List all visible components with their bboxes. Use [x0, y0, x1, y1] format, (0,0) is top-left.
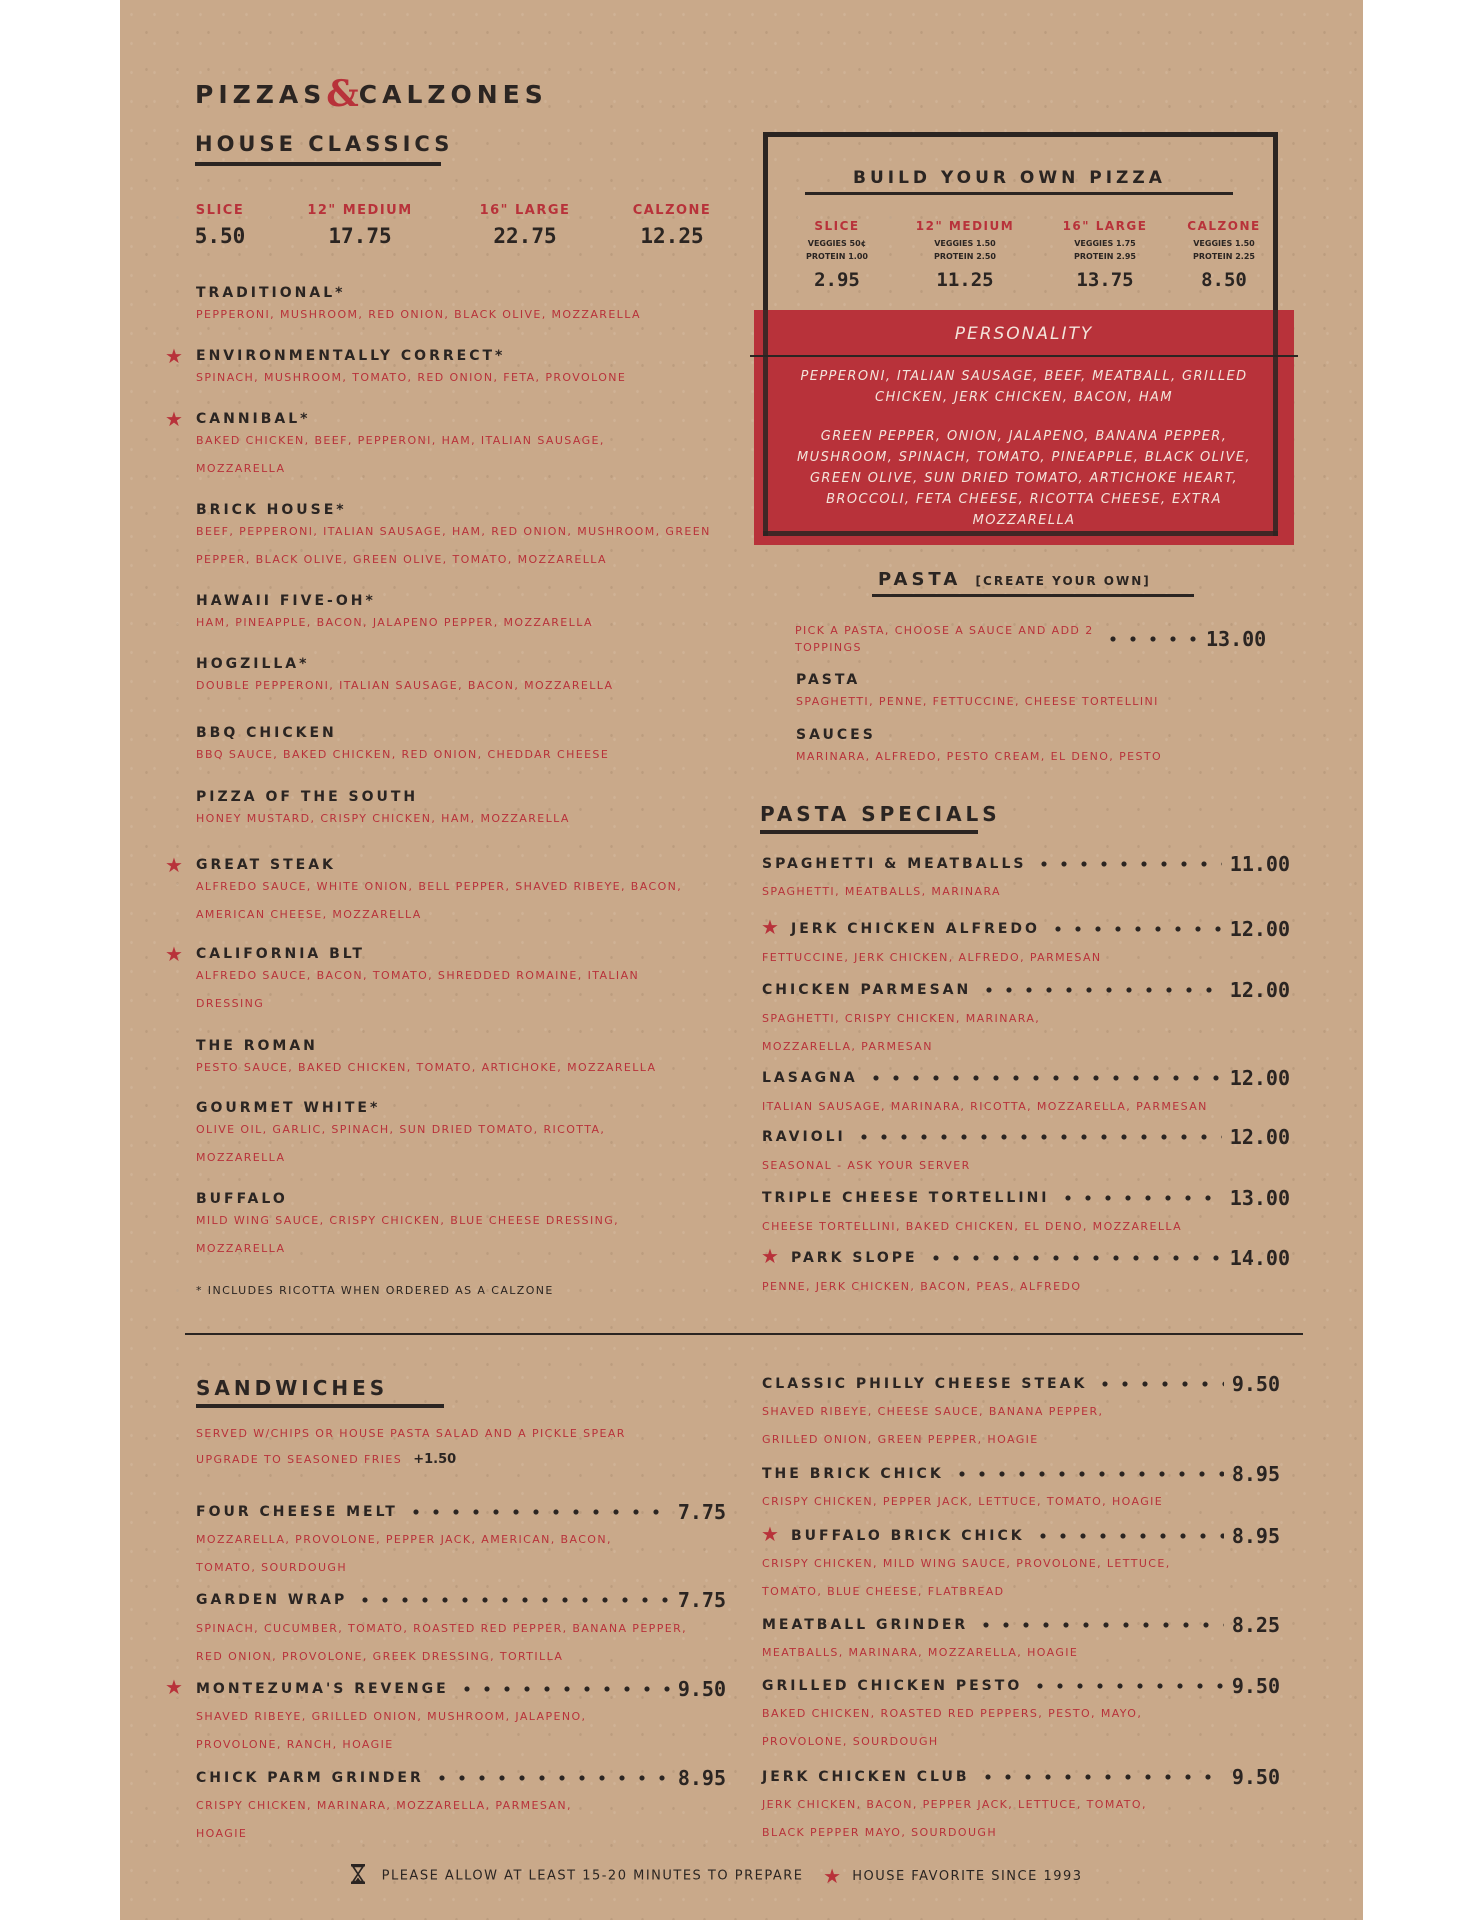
- dot-leader: [1034, 858, 1221, 870]
- item-name: CANNIBAL*: [196, 411, 311, 427]
- item-name: THE BRICK CHICK: [762, 1466, 944, 1482]
- menu-page: [120, 0, 1363, 1920]
- dot-leader: [1095, 1378, 1224, 1390]
- item-desc: SPINACH, CUCUMBER, TOMATO, ROASTED RED PEPPER, BANANA PEPPER, RED ONION, PROVOLONE, GREEK DRESSING, TORTILLA: [196, 1622, 688, 1663]
- sauces-label: SAUCES: [796, 727, 876, 743]
- item-name: GOURMET WHITE*: [196, 1100, 381, 1116]
- item-desc: MILD WING SAUCE, CRISPY CHICKEN, BLUE CHEESE DRESSING, MOZZARELLA: [196, 1214, 620, 1255]
- item-name: GARDEN WRAP: [196, 1592, 348, 1608]
- title-pizzas: PIZZAS: [195, 80, 327, 109]
- item-name: SPAGHETTI & MEATBALLS: [762, 856, 1027, 872]
- byo-base-price: 11.25: [936, 269, 994, 291]
- item-desc: DOUBLE PEPPERONI, ITALIAN SAUSAGE, BACON, MOZZARELLA: [196, 679, 614, 692]
- item-name: HAWAII FIVE-OH*: [196, 593, 376, 609]
- house-favorite-star-icon: ★: [165, 1675, 183, 1699]
- size-label: SLICE: [195, 203, 245, 218]
- item-name: CHICK PARM GRINDER: [196, 1770, 424, 1786]
- pizza-item: [196, 789, 756, 833]
- item-price: 12.00: [1229, 917, 1290, 941]
- pasta-price: 13.00: [1206, 627, 1267, 651]
- pasta-label: PASTA: [796, 672, 861, 688]
- item-desc: ITALIAN SAUSAGE, MARINARA, RICOTTA, MOZZARELLA, PARMESAN: [762, 1100, 1208, 1113]
- fries-upgrade-price: +1.50: [413, 1452, 457, 1467]
- byo-veggie-price: VEGGIES 1.50: [934, 239, 996, 248]
- item-name: TRADITIONAL*: [196, 285, 346, 301]
- size-label: 16" LARGE: [479, 203, 571, 218]
- pasta-option-list: SPAGHETTI, PENNE, FETTUCCINE, CHEESE TORTELLINI: [796, 695, 1159, 708]
- size-label: 12" MEDIUM: [307, 203, 413, 218]
- item-price: 9.50: [1231, 1765, 1280, 1789]
- dot-leader: [976, 1619, 1224, 1631]
- item-desc: CRISPY CHICKEN, MARINARA, MOZZARELLA, PARMESAN, HOAGIE: [196, 1799, 572, 1840]
- item-desc: JERK CHICKEN, BACON, PEPPER JACK, LETTUCE, TOMATO, BLACK PEPPER MAYO, SOURDOUGH: [762, 1798, 1147, 1839]
- hourglass-icon: [350, 1863, 366, 1889]
- pizza-item: [196, 348, 756, 392]
- dot-leader: [355, 1594, 670, 1606]
- item-price: 7.75: [677, 1588, 726, 1612]
- item-desc: SPINACH, MUSHROOM, TOMATO, RED ONION, FETA, PROVOLONE: [196, 371, 627, 384]
- item-name: RAVIOLI: [762, 1129, 846, 1145]
- pizza-item: [196, 285, 756, 329]
- item-desc: PENNE, JERK CHICKEN, BACON, PEAS, ALFREDO: [762, 1280, 1082, 1293]
- sandwich-row: [196, 1766, 726, 1790]
- fries-upgrade-note: [196, 1446, 456, 1474]
- house-favorite-star-icon: ★: [165, 942, 183, 966]
- title-calzones: CALZONES: [358, 80, 548, 109]
- sandwich-row: [762, 1674, 1280, 1698]
- item-price: 9.50: [677, 1677, 726, 1701]
- dot-leader: [406, 1506, 670, 1518]
- item-desc: CRISPY CHICKEN, PEPPER JACK, LETTUCE, TOMATO, HOAGIE: [762, 1495, 1164, 1508]
- pizza-item: [196, 1038, 756, 1082]
- item-name: HOGZILLA*: [196, 656, 310, 672]
- byo-box-bottom-edge: [763, 531, 1278, 536]
- sandwich-row: [196, 1500, 726, 1524]
- pizza-item: [196, 1191, 696, 1263]
- item-name: JERK CHICKEN CLUB: [762, 1769, 970, 1785]
- item-desc: HAM, PINEAPPLE, BACON, JALAPENO PEPPER, MOZZARELLA: [196, 616, 593, 629]
- item-name: BBQ CHICKEN: [196, 725, 337, 741]
- sandwich-row: [196, 1588, 726, 1612]
- sandwich-row: [791, 1524, 1280, 1548]
- item-price: 12.00: [1229, 1066, 1290, 1090]
- item-price: 8.95: [1231, 1462, 1280, 1486]
- item-name: BUFFALO BRICK CHICK: [791, 1528, 1025, 1544]
- house-favorite-star-icon: ★: [761, 915, 779, 939]
- item-desc: FETTUCCINE, JERK CHICKEN, ALFREDO, PARMESAN: [762, 951, 1102, 964]
- pizza-item: [196, 656, 756, 700]
- house-favorite-star-icon: ★: [761, 1522, 779, 1546]
- byo-size-large: [1045, 219, 1165, 291]
- section-divider: [185, 1333, 1303, 1335]
- byo-veggie-price: VEGGIES 1.75: [1074, 239, 1136, 248]
- item-name: GREAT STEAK: [196, 857, 336, 873]
- item-desc: SPAGHETTI, MEATBALLS, MARINARA: [762, 885, 1001, 898]
- pasta-special-row: [762, 852, 1290, 876]
- size-calzone: [612, 203, 732, 248]
- house-favorite-star-icon: ★: [165, 407, 183, 431]
- item-name: LASAGNA: [762, 1070, 858, 1086]
- sandwich-row: [762, 1462, 1280, 1486]
- byo-base-price: 13.75: [1076, 269, 1134, 291]
- item-name: CALIFORNIA BLT: [196, 946, 365, 962]
- pasta-specials-heading: PASTA SPECIALS: [760, 802, 1001, 826]
- personality-heading: PERSONALITY: [954, 324, 1094, 344]
- item-price: 8.95: [1231, 1524, 1280, 1548]
- item-name: FOUR CHEESE MELT: [196, 1504, 398, 1520]
- item-name: GRILLED CHICKEN PESTO: [762, 1678, 1023, 1694]
- sandwich-row: [762, 1372, 1280, 1396]
- byo-base-price: 8.50: [1201, 269, 1247, 291]
- byo-protein-price: PROTEIN 2.50: [934, 252, 996, 261]
- item-desc: ALFREDO SAUCE, WHITE ONION, BELL PEPPER, SHAVED RIBEYE, BACON, AMERICAN CHEESE, MOZZARELLA: [196, 880, 683, 921]
- house-favorite-legend: HOUSE FAVORITE SINCE 1993: [852, 1868, 1083, 1884]
- item-name: THE ROMAN: [196, 1038, 318, 1054]
- item-price: 14.00: [1229, 1246, 1290, 1270]
- item-desc: CHEESE TORTELLINI, BAKED CHICKEN, EL DENO, MOZZARELLA: [762, 1220, 1183, 1233]
- byo-protein-price: PROTEIN 2.25: [1193, 252, 1255, 261]
- byo-veggie-price: VEGGIES 1.50: [1193, 239, 1255, 248]
- item-desc: OLIVE OIL, GARLIC, SPINACH, SUN DRIED TOMATO, RICOTTA, MOZZARELLA: [196, 1123, 606, 1164]
- item-price: 8.95: [677, 1766, 726, 1790]
- pasta-special-row: [762, 1066, 1290, 1090]
- sandwich-sides-note: SERVED W/CHIPS OR HOUSE PASTA SALAD AND A PICKLE SPEAR: [196, 1427, 626, 1440]
- pizza-item: [196, 593, 756, 637]
- sandwiches-underline: [196, 1404, 444, 1408]
- byo-heading: BUILD YOUR OWN PIZZA: [853, 168, 1166, 188]
- pasta-heading: [878, 569, 1151, 590]
- prep-time-note: PLEASE ALLOW AT LEAST 15-20 MINUTES TO PREPARE: [381, 1868, 804, 1884]
- pasta-underline: [872, 594, 1194, 597]
- item-name: TRIPLE CHEESE TORTELLINI: [762, 1190, 1050, 1206]
- size-price: 5.50: [194, 224, 246, 248]
- byo-size-slice: [782, 219, 892, 291]
- item-name: PARK SLOPE: [791, 1250, 918, 1266]
- pizza-item: [196, 502, 756, 574]
- dot-leader: [457, 1683, 670, 1695]
- dot-leader: [1103, 633, 1198, 645]
- item-price: 9.50: [1231, 1372, 1280, 1396]
- item-name: JERK CHICKEN ALFREDO: [791, 921, 1040, 937]
- item-name: MEATBALL GRINDER: [762, 1617, 969, 1633]
- sandwiches-heading: SANDWICHES: [196, 1376, 389, 1400]
- pizza-item: [196, 725, 756, 769]
- pasta-special-row: [791, 1246, 1290, 1270]
- item-desc: PESTO SAUCE, BAKED CHICKEN, TOMATO, ARTICHOKE, MOZZARELLA: [196, 1061, 657, 1074]
- byo-box-left-edge: [763, 310, 768, 536]
- item-name: CHICKEN PARMESAN: [762, 982, 972, 998]
- dot-leader: [926, 1252, 1222, 1264]
- byo-size-label: 16" LARGE: [1062, 219, 1148, 233]
- title-ampersand: &: [326, 73, 359, 115]
- pasta-intro-row: [795, 622, 1363, 656]
- byo-size-calzone: [1169, 219, 1279, 291]
- byo-size-label: CALZONE: [1187, 219, 1261, 233]
- dot-leader: [1058, 1192, 1222, 1204]
- byo-size-label: SLICE: [814, 219, 860, 233]
- byo-base-price: 2.95: [814, 269, 860, 291]
- pasta-special-row: [762, 1186, 1290, 1210]
- pasta-special-row: [791, 917, 1290, 941]
- byo-size-medium: [900, 219, 1030, 291]
- sauce-option-list: MARINARA, ALFREDO, PESTO CREAM, EL DENO, PESTO: [796, 750, 1163, 763]
- byo-size-label: 12" MEDIUM: [915, 219, 1015, 233]
- item-price: 7.75: [677, 1500, 726, 1524]
- item-name: BUFFALO: [196, 1191, 288, 1207]
- item-name: MONTEZUMA'S REVENGE: [196, 1681, 449, 1697]
- item-desc: BAKED CHICKEN, ROASTED RED PEPPERS, PESTO, MAYO, PROVOLONE, SOURDOUGH: [762, 1707, 1143, 1748]
- item-name: PIZZA OF THE SOUTH: [196, 789, 419, 805]
- item-name: ENVIRONMENTALLY CORRECT*: [196, 348, 506, 364]
- byo-box-right-edge: [1273, 310, 1278, 536]
- house-classics-heading: HOUSE CLASSICS: [195, 132, 454, 156]
- dot-leader: [979, 984, 1222, 996]
- house-favorite-star-icon: ★: [165, 344, 183, 368]
- size-price: 22.75: [493, 224, 557, 248]
- item-desc: BBQ SAUCE, BAKED CHICKEN, RED ONION, CHEDDAR CHEESE: [196, 748, 610, 761]
- item-desc: SHAVED RIBEYE, CHEESE SAUCE, BANANA PEPPER, GRILLED ONION, GREEN PEPPER, HOAGIE: [762, 1405, 1104, 1446]
- pasta-heading-text: PASTA: [878, 569, 962, 590]
- pasta-specials-underline: [760, 830, 978, 834]
- pizza-item: [196, 946, 676, 1018]
- byo-protein-price: PROTEIN 2.95: [1074, 252, 1136, 261]
- dot-leader: [1048, 923, 1222, 935]
- sandwich-row: [762, 1765, 1280, 1789]
- item-price: 9.50: [1231, 1674, 1280, 1698]
- item-desc: MOZZARELLA, PROVOLONE, PEPPER JACK, AMERICAN, BACON, TOMATO, SOURDOUGH: [196, 1533, 612, 1574]
- dot-leader: [432, 1772, 670, 1784]
- item-desc: CRISPY CHICKEN, MILD WING SAUCE, PROVOLONE, LETTUCE, TOMATO, BLUE CHEESE, FLATBREAD: [762, 1557, 1171, 1598]
- calzone-footnote: * INCLUDES RICOTTA WHEN ORDERED AS A CALZONE: [196, 1284, 554, 1297]
- pizza-item: [196, 1100, 696, 1172]
- house-favorite-star-icon: ★: [761, 1244, 779, 1268]
- item-desc: SHAVED RIBEYE, GRILLED ONION, MUSHROOM, JALAPENO, PROVOLONE, RANCH, HOAGIE: [196, 1710, 587, 1751]
- item-desc: PEPPERONI, MUSHROOM, RED ONION, BLACK OLIVE, MOZZARELLA: [196, 308, 641, 321]
- dot-leader: [866, 1072, 1222, 1084]
- pasta-options: [796, 672, 1316, 716]
- byo-underline: [805, 192, 1233, 195]
- dot-leader: [952, 1468, 1224, 1480]
- size-large: [465, 203, 585, 248]
- item-name: BRICK HOUSE*: [196, 502, 347, 518]
- size-label: CALZONE: [632, 203, 712, 218]
- veggie-toppings: GREEN PEPPER, ONION, JALAPENO, BANANA PEPPER, MUSHROOM, SPINACH, TOMATO, PINEAPPLE, BLACK OLIVE, GREEN OLIVE, SUN DRIED TOMATO, ARTICHOKE HEART, BROCCOLI, FETA CHEESE, RICOTTA CHEESE, EXTRA MOZZARELLA: [797, 429, 1251, 528]
- pasta-heading-sub: [CREATE YOUR OWN]: [975, 574, 1151, 588]
- star-icon: ★: [823, 1864, 843, 1888]
- menu-footer: [350, 1863, 1083, 1889]
- menu-title: [195, 70, 548, 115]
- byo-protein-price: PROTEIN 1.00: [806, 252, 868, 261]
- item-price: 8.25: [1231, 1613, 1280, 1637]
- item-price: 13.00: [1229, 1186, 1290, 1210]
- item-desc: SEASONAL - ASK YOUR SERVER: [762, 1159, 971, 1172]
- pizza-item: [196, 411, 696, 483]
- dot-leader: [1033, 1530, 1224, 1542]
- pasta-intro: PICK A PASTA, CHOOSE A SAUCE AND ADD 2 TOPPINGS: [795, 624, 1094, 654]
- personality-divider: [750, 355, 1298, 357]
- house-favorite-star-icon: ★: [165, 853, 183, 877]
- size-price: 12.25: [640, 224, 704, 248]
- dot-leader: [978, 1771, 1224, 1783]
- fries-upgrade-text: UPGRADE TO SEASONED FRIES: [196, 1453, 403, 1466]
- pasta-special-row: [762, 978, 1290, 1002]
- house-classics-underline: [195, 162, 441, 166]
- item-desc: BEEF, PEPPERONI, ITALIAN SAUSAGE, HAM, RED ONION, MUSHROOM, GREEN PEPPER, BLACK OLIVE, GREEN OLIVE, TOMATO, MOZZARELLA: [196, 525, 711, 566]
- dot-leader: [1030, 1680, 1224, 1692]
- item-desc: SPAGHETTI, CRISPY CHICKEN, MARINARA, MOZZARELLA, PARMESAN: [762, 1012, 1041, 1053]
- item-desc: HONEY MUSTARD, CRISPY CHICKEN, HAM, MOZZARELLA: [196, 812, 570, 825]
- item-desc: BAKED CHICKEN, BEEF, PEPPERONI, HAM, ITALIAN SAUSAGE, MOZZARELLA: [196, 434, 605, 475]
- byo-veggie-price: VEGGIES 50¢: [807, 239, 867, 248]
- sauce-options: [796, 727, 1316, 771]
- pizza-item: [196, 857, 716, 929]
- item-desc: MEATBALLS, MARINARA, MOZZARELLA, HOAGIE: [762, 1646, 1079, 1659]
- item-price: 11.00: [1229, 852, 1290, 876]
- dot-leader: [854, 1131, 1222, 1143]
- item-price: 12.00: [1229, 1125, 1290, 1149]
- size-price: 17.75: [328, 224, 392, 248]
- item-desc: ALFREDO SAUCE, BACON, TOMATO, SHREDDED ROMAINE, ITALIAN DRESSING: [196, 969, 640, 1010]
- pasta-special-row: [762, 1125, 1290, 1149]
- item-price: 12.00: [1229, 978, 1290, 1002]
- size-slice: [160, 203, 280, 248]
- size-medium: [300, 203, 420, 248]
- protein-toppings: PEPPERONI, ITALIAN SAUSAGE, BEEF, MEATBALL, GRILLED CHICKEN, JERK CHICKEN, BACON, HAM: [800, 369, 1248, 405]
- sandwich-row: [762, 1613, 1280, 1637]
- sandwich-row: [196, 1677, 726, 1701]
- personality-panel: [754, 310, 1294, 545]
- item-name: CLASSIC PHILLY CHEESE STEAK: [762, 1376, 1088, 1392]
